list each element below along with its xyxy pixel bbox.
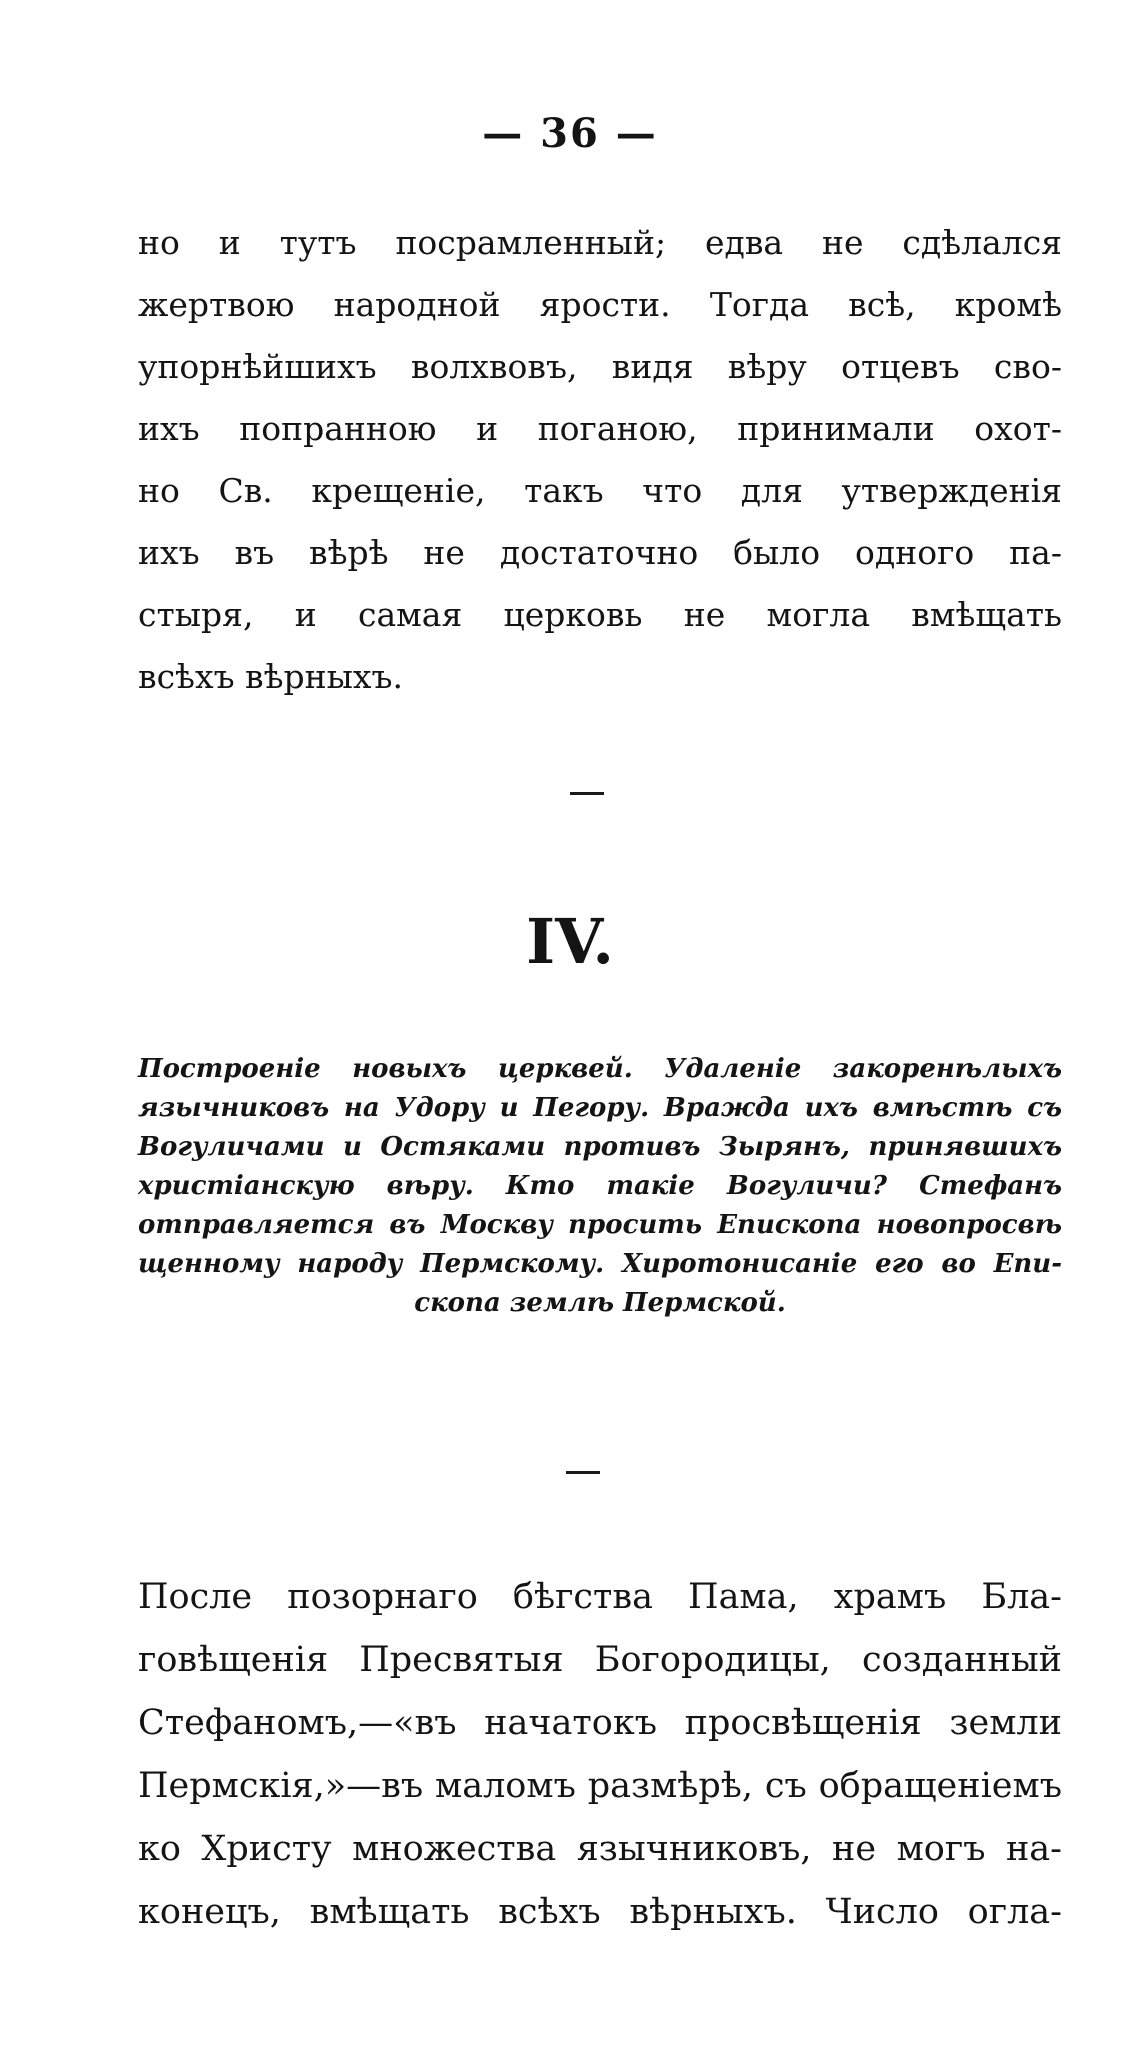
text-line: ихъ попранною и поганою, принимали охот- [138, 409, 1062, 448]
paragraph-continuation [138, 212, 1062, 708]
text-line: говѣщенія Пресвятыя Богородицы, созданный [138, 1640, 1062, 1680]
text-line: но Св. крещеніе, такъ что для утвержденія [138, 471, 1062, 510]
text-line: Стефаномъ,—«въ начатокъ просвѣщенія земли [138, 1703, 1062, 1743]
section-divider [566, 1471, 600, 1474]
text-line: ко Христу множества язычниковъ, не могъ на- [138, 1829, 1062, 1869]
summary-line: язычниковъ на Удору и Пегору. Вражда ихъ вмѣстѣ съ [138, 1093, 1062, 1123]
summary-line: христіанскую вѣру. Кто такіе Вогуличи? Стефанъ [138, 1171, 1062, 1201]
text-line: ихъ въ вѣрѣ не достаточно было одного па- [138, 533, 1062, 572]
section-divider [570, 792, 604, 795]
chapter-summary [138, 1050, 1062, 1323]
text-line: упорнѣйшихъ волхвовъ, видя вѣру отцевъ сво- [138, 347, 1062, 386]
text-line: но и тутъ посрамленный; едва не сдѣлался [138, 223, 1062, 262]
paragraph-body [138, 1566, 1062, 1944]
text-line: После позорнаго бѣгства Пама, храмъ Бла- [138, 1577, 1062, 1617]
page-number: — 36 — [482, 110, 658, 157]
text-line: стыря, и самая церковь не могла вмѣщать [138, 595, 1062, 634]
summary-line: щенному народу Пермскому. Хиротонисаніе его во Епи- [138, 1249, 1062, 1279]
text-line: всѣхъ вѣрныхъ. [138, 657, 404, 696]
text-line: жертвою народной ярости. Тогда всѣ, кромѣ [138, 285, 1062, 324]
text-line: Пермскія,»—въ маломъ размѣрѣ, съ обращеніемъ [138, 1766, 1062, 1806]
summary-line: Построеніе новыхъ церквей. Удаленіе закоренѣлыхъ [138, 1054, 1062, 1084]
summary-line: Вогуличами и Остяками противъ Зырянъ, принявшихъ [138, 1132, 1062, 1162]
chapter-heading: IV. [526, 905, 614, 978]
summary-line: отправляется въ Москву просить Епископа новопросвѣ [138, 1210, 1062, 1240]
summary-line: скопа землѣ Пермской. [414, 1288, 786, 1318]
text-line: конецъ, вмѣщать всѣхъ вѣрныхъ. Число огла- [138, 1892, 1062, 1932]
